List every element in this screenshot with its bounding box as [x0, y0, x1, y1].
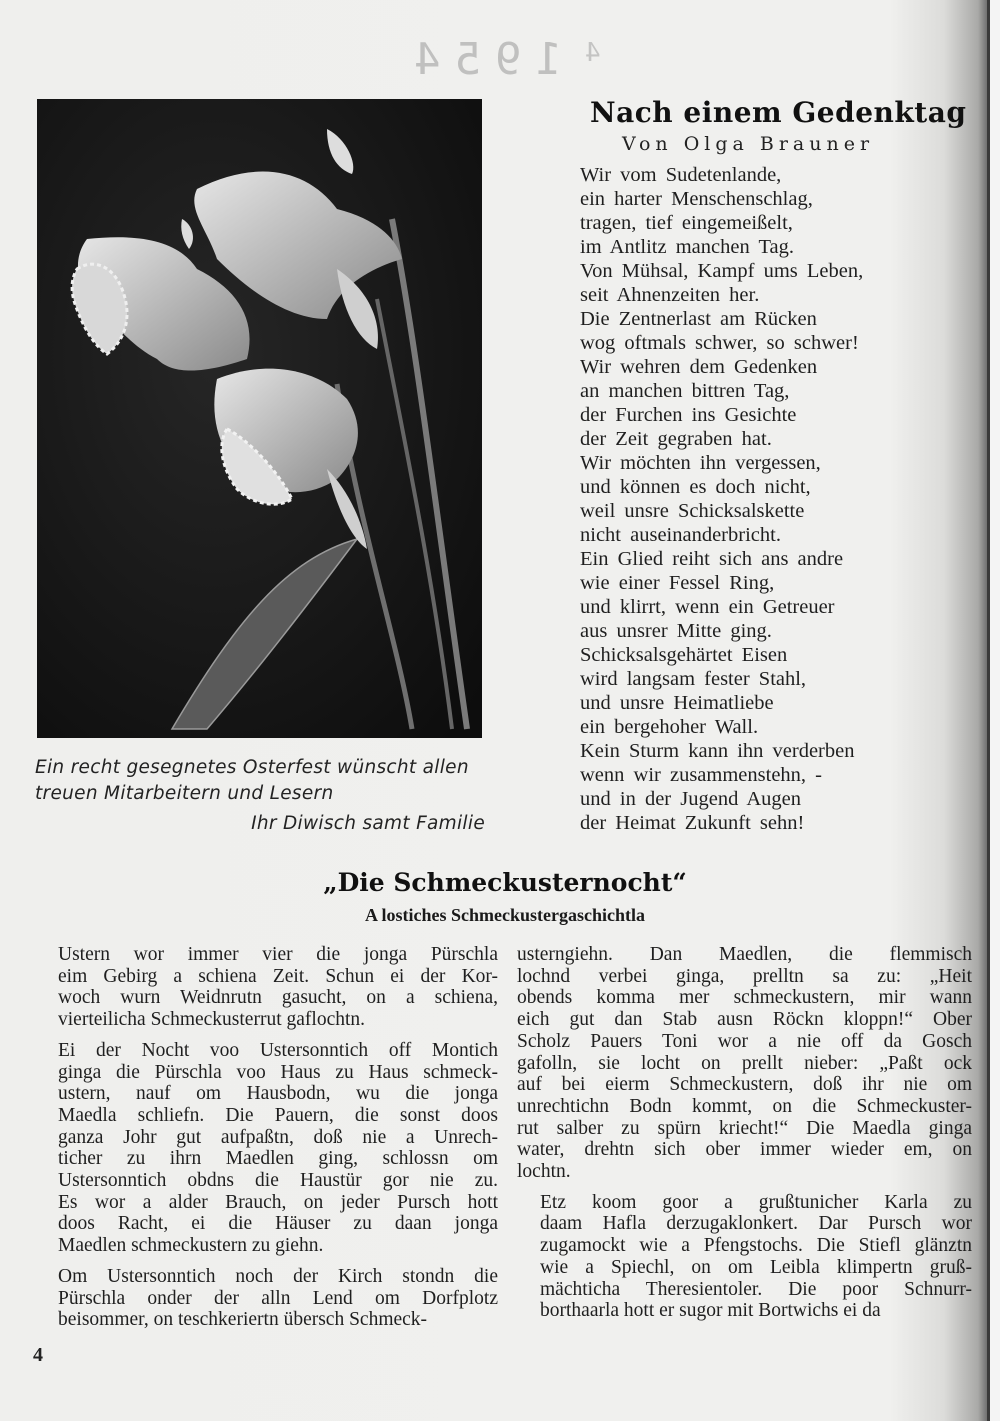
story-line: unrechtichn Bodn kommt, on die Schmeckuster- [517, 1095, 972, 1117]
poem-line: der Zeit gegraben hat. [580, 428, 772, 450]
story-line: rut salber zu spürn kriecht!“ Die Maedla ginga [517, 1117, 972, 1139]
story-line: lochnd verbei ginga, prelltn sa zu: „Heit [517, 965, 972, 987]
poem-title: Nach einem Gedenktag [590, 96, 967, 129]
story-line: lochtn. [517, 1161, 571, 1183]
story-line: Pürschla onder der alln Lend om Dorfplotz [58, 1287, 498, 1309]
poem-line: und können es doch nicht, [580, 476, 811, 498]
poem-line: Kein Sturm kann ihn verderben [580, 740, 855, 762]
story-line: eim Gebirg a schiena Zeit. Schun ei der Kor- [58, 965, 498, 987]
story-line: usterngiehn. Dan Maedlen, die flemmisch [517, 944, 972, 965]
poem-line: tragen, tief eingemeißelt, [580, 212, 793, 234]
story-line: eich gut dan Stab ausn Röckn kloppn!“ Ober [517, 1009, 972, 1031]
story-line: borthaarla hott er sugor mit Bortwichs ei da [540, 1300, 881, 1322]
story-line: Scholz Pauers Toni wor a nie off da Gosch [517, 1030, 972, 1052]
story-line: ganza Johr gut aufpaßtn, doß nie a Unrech- [58, 1126, 498, 1148]
poem-line: wird langsam fester Stahl, [580, 668, 807, 690]
story-line: Etz koom goor a grußtunicher Karla zu [540, 1191, 972, 1213]
story-column-2 [517, 944, 972, 1331]
caption-signature: Ihr Diwisch samt Familie [251, 813, 485, 834]
daffodil-photo [37, 99, 482, 738]
poem-line: und in der Jugend Augen [580, 788, 801, 810]
poem-line: ein bergehoher Wall. [580, 716, 759, 738]
poem-line: nicht auseinanderbricht. [580, 524, 781, 546]
poem-line: Die Zentnerlast am Rücken [580, 308, 817, 330]
story-line: zugamockt wie a Pfengstochs. Die Stiefl glänztn [540, 1235, 972, 1257]
story-column-1 [35, 944, 498, 1340]
poem-author: Von Olga Brauner [622, 133, 875, 155]
story-line: doos Racht, ei die Häuser zu daan jonga [58, 1213, 498, 1235]
poem-line: seit Ahnenzeiten her. [580, 284, 760, 306]
story-line: vierteilicha Schmeckusterrut gaflochtn. [58, 1009, 366, 1031]
daffodil-image-icon [37, 99, 482, 738]
poem-line: Wir möchten ihn vergessen, [580, 452, 821, 474]
easter-greeting-caption [35, 755, 485, 837]
story-subtitle-text: A lostiches Schmeckustergaschichtla [365, 905, 645, 925]
story-line: Es wor a alder Brauch, on jeder Pursch hott [58, 1191, 498, 1213]
story-paragraph [517, 1192, 972, 1322]
story-paragraph [35, 1266, 498, 1331]
story-line: water, drehtn sich ober immer wieder em, on [517, 1139, 972, 1161]
story-paragraph [35, 1040, 498, 1257]
story-line: daam Hafla derzugaklonkert. Dar Pursch wor [540, 1213, 972, 1235]
story-line: ticher zu ihrn Maedlen ging, schlossn om [58, 1148, 498, 1170]
story-line: ustern, nauf om Hausbodn, wu die jonga [58, 1083, 498, 1105]
story-line: ginga die Pürschla voo Haus zu Haus schmeck- [58, 1061, 498, 1083]
poem-body [580, 163, 940, 835]
story-line: beisommer, on teschkeriertn übersch Schmeck- [58, 1309, 428, 1331]
story-line: obends komma mer schmeckustern, mir wann [517, 987, 972, 1009]
story-line: woch wurn Weidnrutn gasucht, on a schiena, [58, 987, 498, 1009]
story-line: Ustersonntich obdns die Haustür gor nie zu. [58, 1170, 498, 1192]
background-margin [990, 0, 1000, 1421]
poem-line: und unsre Heimatliebe [580, 692, 774, 714]
bleedthrough-number-stamp: 4 [585, 38, 601, 68]
story-paragraph [517, 944, 972, 1183]
poem-line: der Heimat Zukunft sehn! [580, 812, 805, 834]
page-number: 4 [33, 1344, 43, 1366]
poem-line: aus unsrer Mitte ging. [580, 620, 772, 642]
poem-line: im Antlitz manchen Tag. [580, 236, 795, 258]
poem-line: Ein Glied reiht sich ans andre [580, 548, 844, 570]
poem-line: der Furchen ins Gesichte [580, 404, 797, 426]
bleedthrough-year-stamp: 1954 [400, 34, 562, 85]
story-line: gafolln, sie locht on prellt nieber: „Paßt ock [517, 1052, 972, 1074]
poem-line: wenn wir zusammenstehn, - [580, 764, 822, 786]
poem-line: wog oftmals schwer, so schwer! [580, 332, 859, 354]
poem-line: an manchen bittren Tag, [580, 380, 790, 402]
poem-line: Wir wehren dem Gedenken [580, 356, 818, 378]
story-title-text: „Die Schmeckusternocht“ [323, 868, 687, 897]
story-line: wie a Spiechl, on om Leibla klimpertn gruß- [540, 1256, 972, 1278]
story-line: Ei der Nocht voo Ustersonntich off Montich [58, 1039, 498, 1061]
poem-line: weil unsre Schicksalskette [580, 500, 805, 522]
poem-line: Von Mühsal, Kampf ums Leben, [580, 260, 864, 282]
story-title [0, 868, 1000, 897]
poem-line: ein harter Menschenschlag, [580, 188, 813, 210]
poem-line: Schicksalsgehärtet Eisen [580, 644, 788, 666]
story-line: mächticha Theresientoler. Die poor Schnurr- [540, 1278, 972, 1300]
caption-line-1: Ein recht gesegnetes Osterfest wünscht allen [35, 757, 469, 778]
story-line: Om Ustersonntich noch der Kirch stondn die [58, 1265, 498, 1287]
caption-line-2: treuen Mitarbeitern und Lesern [35, 783, 334, 804]
story-paragraph [35, 944, 498, 1031]
story-line: Ustern wor immer vier die jonga Pürschla [58, 944, 498, 965]
poem-line: und klirrt, wenn ein Getreuer [580, 596, 835, 618]
story-line: auf bei eierm Schmeckustern, doß ihr nie om [517, 1074, 972, 1096]
poem-line: Wir vom Sudetenlande, [580, 164, 782, 186]
story-subtitle [0, 905, 1000, 926]
story-line: Maedla schliefn. Die Pauern, die sonst doos [58, 1104, 498, 1126]
poem-line: wie einer Fessel Ring, [580, 572, 775, 594]
story-line: Maedlen schmeckustern zu giehn. [58, 1235, 324, 1257]
